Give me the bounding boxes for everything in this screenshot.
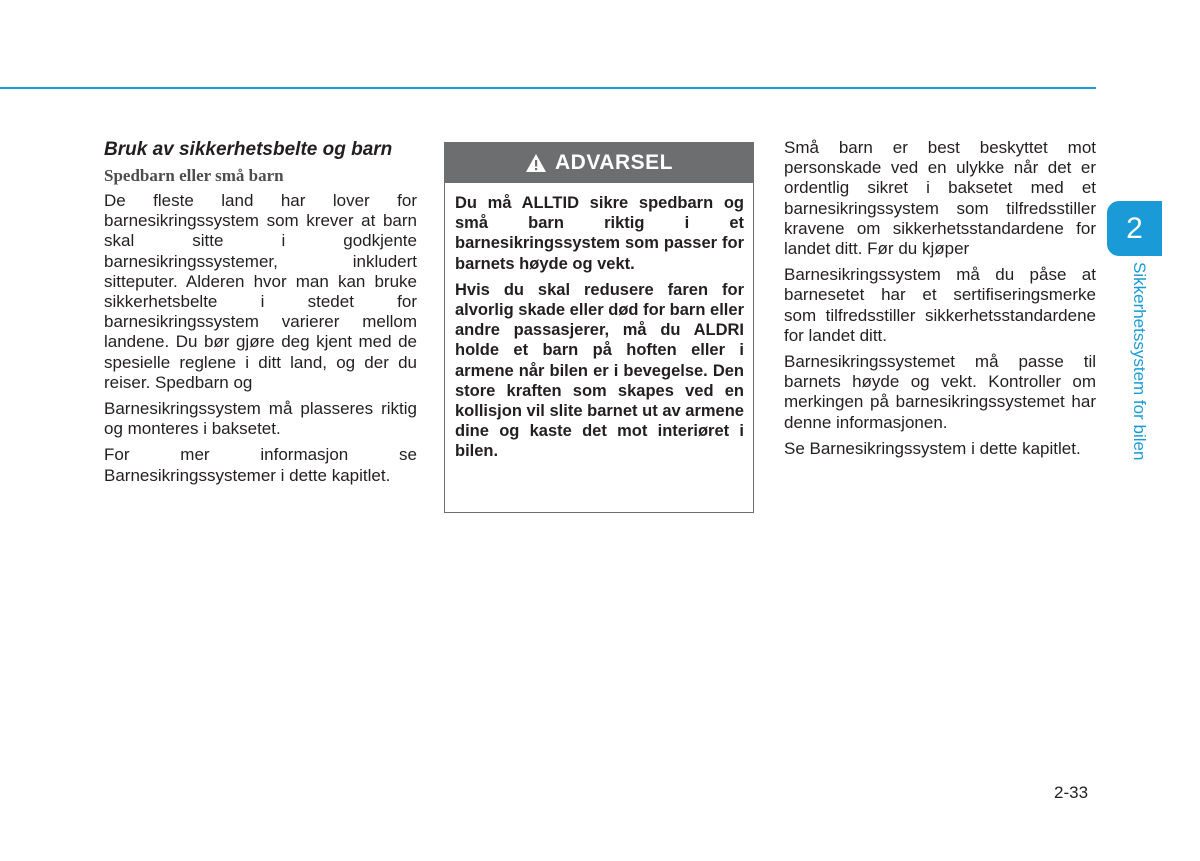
left-paragraph-2: Barnesikringssystem må plasseres riktig og monteres i baksetet.	[104, 399, 417, 439]
section-heading: Bruk av sikkerhetsbelte og barn	[104, 139, 393, 160]
warning-body	[445, 183, 753, 462]
warning-title: ADVARSEL	[555, 151, 673, 174]
right-paragraph-1: Små barn er best beskyttet mot personskade ved en ulykke når det er ordentlig sikret i baksetet med et barnesikringssystem som tilfredsstiller kravene om sikkerhetsstandardene for landet ditt. Før du kjøper	[784, 138, 1096, 259]
left-paragraph-3: For mer informasjon se Barnesikringssystemer i dette kapitlet.	[104, 445, 417, 485]
warning-box	[444, 142, 754, 513]
page-number: 2-33	[1054, 783, 1089, 802]
warning-paragraph-1: Du må ALLTID sikre spedbarn og små barn riktig i et barnesikringssystem som passer for barnets høyde og vekt.	[455, 194, 744, 273]
left-paragraph-1: De fleste land har lover for barnesikringssystem som krever at barn skal sitte i godkjente barnesikringssystemer, inkludert sitteputer. Alderen hvor man kan bruke sikkerhetsbelte i stedet for barnesikringssystem varierer mellom landene. Du bør gjøre deg kjent med de spesielle reglene i ditt land, og der du reiser. Spedbarn og	[104, 191, 417, 392]
section-subheading: Spedbarn eller små barn	[104, 166, 284, 185]
right-paragraph-4: Se Barnesikringssystem i dette kapitlet.	[784, 438, 1081, 458]
warning-triangle-icon	[525, 153, 547, 173]
header-rule	[0, 87, 1096, 89]
right-paragraph-2: Barnesikringssystem må du påse at barnesetet har et sertifiseringsmerke som tilfredsstiller sikkerhetsstandardene for landet ditt.	[784, 265, 1096, 345]
right-paragraph-3: Barnesikringssystemet må passe til barnets høyde og vekt. Kontroller om merkingen på barnesikringssystemet har denne informasjonen.	[784, 352, 1096, 432]
chapter-number-tab: 2	[1107, 201, 1162, 256]
chapter-title: Sikkerhetssystem for bilen	[1130, 262, 1149, 461]
right-column	[784, 138, 1096, 465]
warning-paragraph-2: Hvis du skal redusere faren for alvorlig skade eller død for barn eller andre passasjerer, må du ALDRI holde et barn på hoften eller i armene når bilen er i bevegelse. Den store kraften som skapes ved en kollisjon vil slite barnet ut av armene dine og kaste det mot interiøret i bilen.	[455, 280, 744, 461]
left-column	[104, 138, 417, 492]
warning-header	[445, 143, 753, 183]
